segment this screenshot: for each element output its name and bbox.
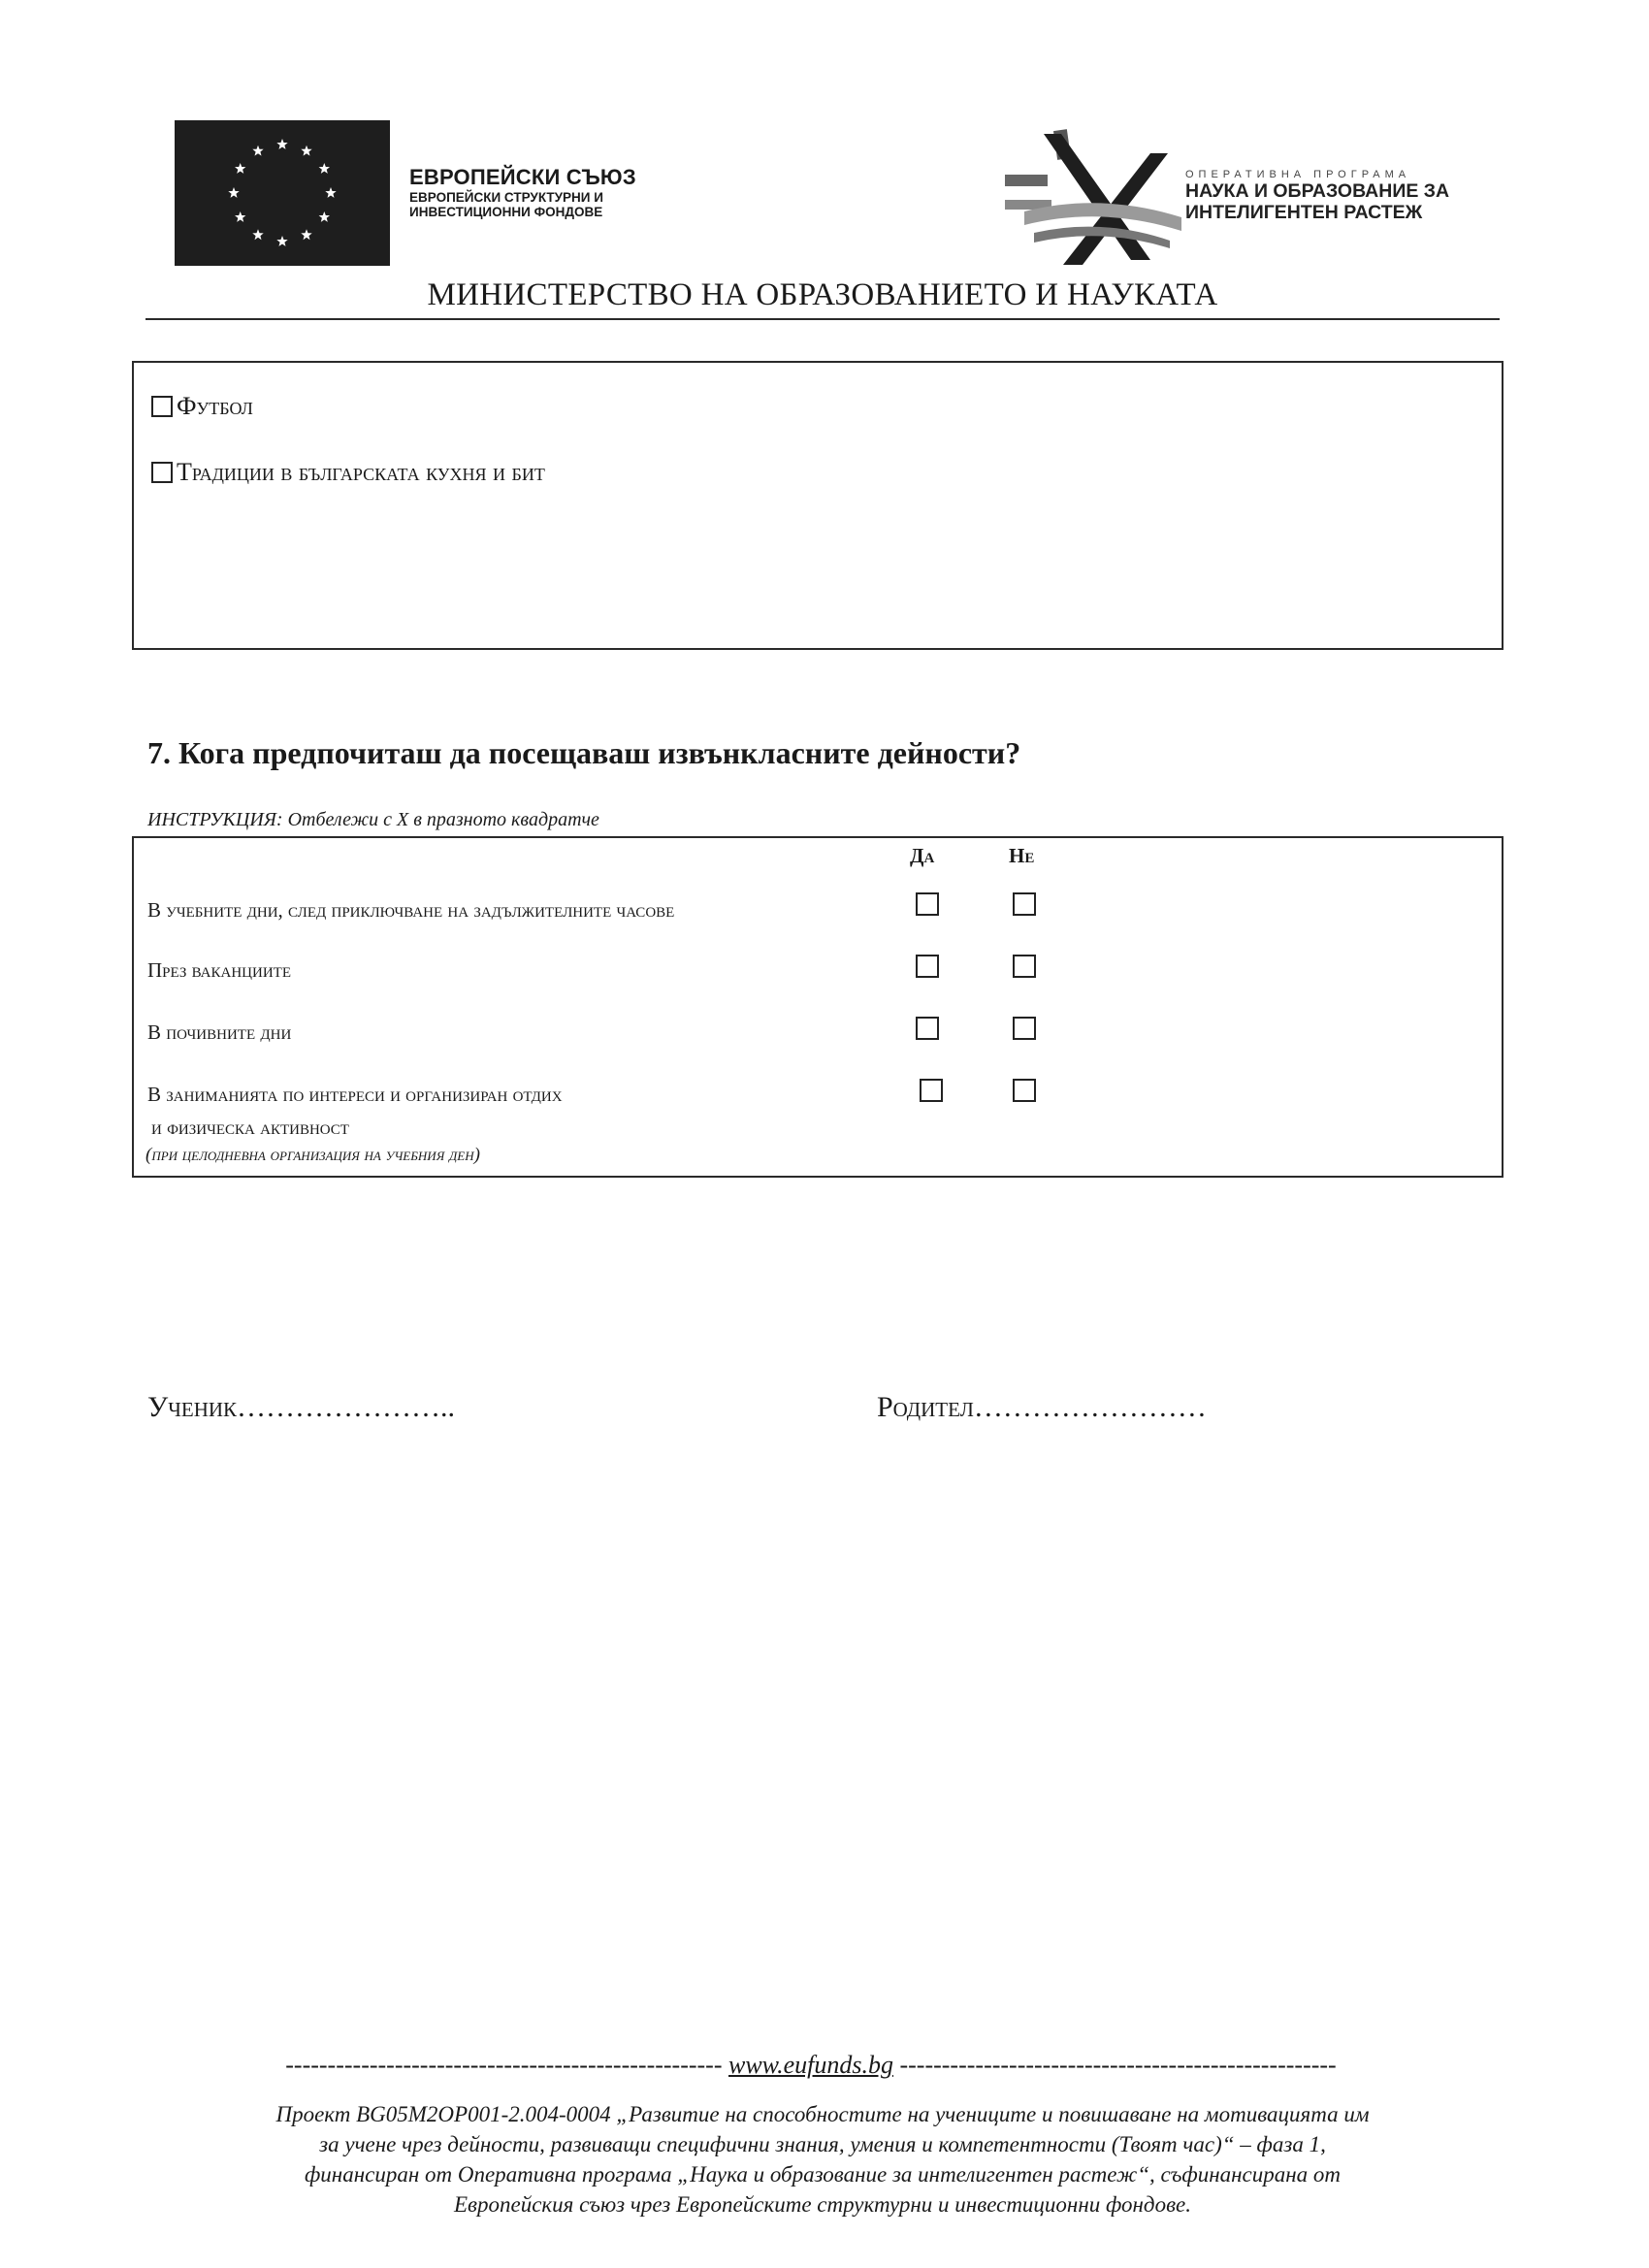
- row-label-interests: В заниманията по интереси и организиран отдих: [147, 1083, 563, 1106]
- weekends-no-checkbox[interactable]: [1013, 1017, 1036, 1040]
- eu-star-icon: [276, 139, 287, 149]
- interests-no-checkbox[interactable]: [1013, 1079, 1036, 1102]
- instruction-text: ИНСТРУКЦИЯ: Отбележи с Х в празното квадратче: [147, 809, 599, 830]
- op-program-logo: [1005, 124, 1189, 268]
- ministry-title: МИНИСТЕРСТВО НА ОБРАЗОВАНИЕТО И НАУКАТА: [427, 277, 1218, 312]
- interests-yes-checkbox[interactable]: [920, 1079, 943, 1102]
- footer-url-line: [171, 2051, 1451, 2080]
- student-signature-field[interactable]: Ученик…………………..: [147, 1391, 456, 1423]
- option-football[interactable]: [151, 392, 253, 421]
- footer-line: Проект BG05M2OP001-2.004-0004 „Развитие на способностите на учениците и повишаване на мотивацията им: [275, 2102, 1370, 2126]
- eu-star-icon: [252, 146, 263, 156]
- footer-dashes-right: ----------------------------------------------------: [892, 2051, 1337, 2079]
- eu-star-icon: [228, 187, 239, 198]
- question-7-title: 7. Кога предпочиташ да посещаваш извънкласните дейности?: [147, 735, 1021, 770]
- row-label-interests-line2: и физическа активност: [151, 1116, 349, 1139]
- parent-signature-field[interactable]: Родител……………………: [877, 1391, 1207, 1423]
- eu-star-icon: [276, 236, 287, 246]
- eu-subtitle-line1: ЕВРОПЕЙСКИ СТРУКТУРНИ И: [409, 190, 603, 205]
- eu-flag-logo: [175, 120, 390, 266]
- weekends-yes-checkbox[interactable]: [916, 1017, 939, 1040]
- school-days-no-checkbox[interactable]: [1013, 892, 1036, 916]
- option-label: Футбол: [177, 392, 253, 420]
- eu-star-icon: [319, 163, 330, 174]
- column-yes-header: Да: [910, 844, 935, 867]
- option-traditions[interactable]: [151, 458, 545, 487]
- footer-line: Европейския съюз чрез Европейските структурни и инвестиционни фондове.: [453, 2192, 1192, 2217]
- school-days-yes-checkbox[interactable]: [916, 892, 939, 916]
- footer-dashes-left: ----------------------------------------------------: [285, 2051, 728, 2079]
- option-label: Традиции в българската кухня и бит: [177, 458, 545, 486]
- eu-stars-icon: [175, 120, 390, 266]
- eu-subtitle-line2: ИНВЕСТИЦИОННИ ФОНДОВЕ: [409, 205, 603, 219]
- vacations-no-checkbox[interactable]: [1013, 955, 1036, 978]
- footer-line: за учене чрез дейности, развиващи специфични знания, умения и компетентности (Твоят час)“ – фаза 1,: [319, 2132, 1326, 2156]
- footer-project-text: [146, 2099, 1500, 2219]
- eu-star-icon: [235, 163, 245, 174]
- eu-star-icon: [301, 229, 311, 240]
- vacations-yes-checkbox[interactable]: [916, 955, 939, 978]
- op-x-mark-icon: [1005, 124, 1189, 268]
- column-no-header: Не: [1009, 844, 1035, 867]
- eu-star-icon: [235, 211, 245, 222]
- footer-line: финансиран от Оперативна програма „Наука и образование за интелигентен растеж“, съфинансирана от: [304, 2162, 1342, 2187]
- option-checkbox[interactable]: [151, 396, 173, 417]
- footer-url-link[interactable]: www.eufunds.bg: [728, 2051, 893, 2079]
- header-divider: [146, 318, 1500, 320]
- eu-star-icon: [325, 187, 336, 198]
- op-logo-text: [1185, 169, 1449, 223]
- op-program-label: ОПЕРАТИВНА ПРОГРАМА: [1185, 169, 1411, 180]
- eu-star-icon: [319, 211, 330, 222]
- eu-logo-text: [409, 165, 636, 219]
- row-label-weekends: В почивните дни: [147, 1021, 292, 1044]
- row-note-interests: (при целодневна организация на учебния ден): [146, 1145, 480, 1165]
- eu-star-icon: [252, 229, 263, 240]
- option-checkbox[interactable]: [151, 462, 173, 483]
- row-label-school-days: В учебните дни, след приключване на задължителните часове: [147, 898, 675, 922]
- activities-options-box: [132, 361, 1504, 650]
- eu-title: ЕВРОПЕЙСКИ СЪЮЗ: [409, 165, 636, 189]
- op-title-line1: НАУКА И ОБРАЗОВАНИЕ ЗА: [1185, 180, 1450, 202]
- eu-star-icon: [301, 146, 311, 156]
- row-label-vacations: През ваканциите: [147, 958, 292, 982]
- op-title-line2: ИНТЕЛИГЕНТЕН РАСТЕЖ: [1185, 202, 1423, 223]
